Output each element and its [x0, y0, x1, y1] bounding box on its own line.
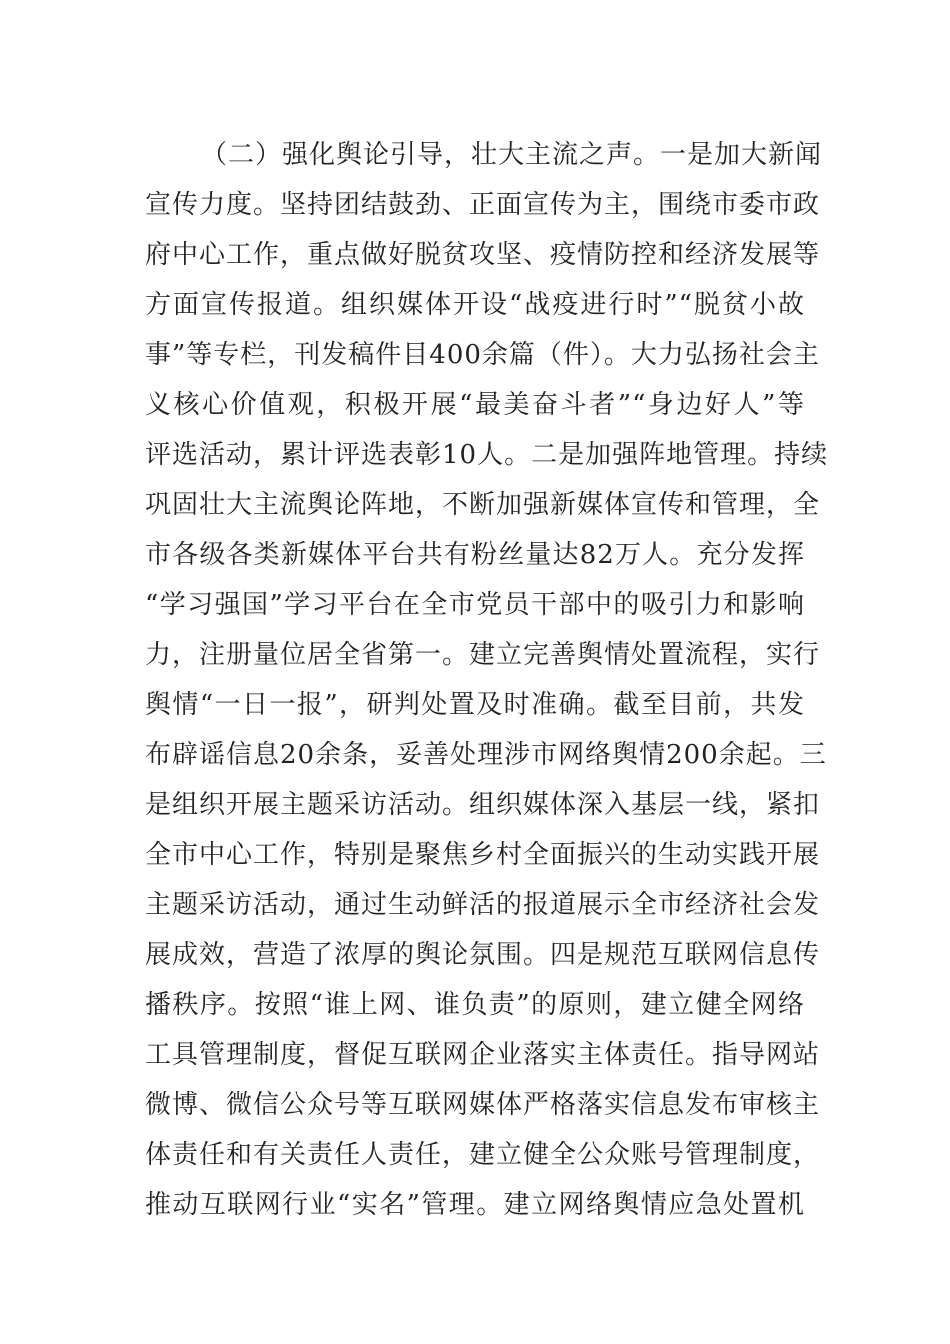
- text-line: 播秩序。按照“谁上网、谁负责”的原则，建立健全网络: [145, 990, 805, 1020]
- text-line: （二）强化舆论引导，壮大主流之声。一是加大新闻: [201, 140, 823, 170]
- text-line: 评选活动，累计评选表彰10人。二是加强阵地管理。持续: [145, 440, 829, 470]
- text-line: 主题采访活动，通过生动鲜活的报道展示全市经济社会发: [145, 890, 821, 920]
- text-line: 巩固壮大主流舆论阵地，不断加强新媒体宣传和管理，全: [145, 490, 821, 520]
- text-line: 微博、微信公众号等互联网媒体严格落实信息发布审核主: [145, 1090, 821, 1120]
- text-line: 义核心价值观，积极开展“最美奋斗者”“身边好人”等: [145, 390, 805, 420]
- text-line: 宣传力度。坚持团结鼓劲、正面宣传为主，围绕市委市政: [145, 190, 821, 220]
- text-line: 府中心工作，重点做好脱贫攻坚、疫情防控和经济发展等: [145, 240, 821, 270]
- text-line: 体责任和有关责任人责任，建立健全公众账号管理制度，: [145, 1140, 821, 1170]
- text-line: 展成效，营造了浓厚的舆论氛围。四是规范互联网信息传: [145, 940, 821, 970]
- text-line: 工具管理制度，督促互联网企业落实主体责任。指导网站: [145, 1040, 821, 1070]
- body-paragraph: [145, 130, 829, 1230]
- text-line: 布辟谣信息20余条，妥善处理涉市网络舆情200余起。三: [145, 740, 827, 770]
- text-line: 舆情“一日一报”，研判处置及时准确。截至目前，共发: [145, 690, 805, 720]
- text-line: 全市中心工作，特别是聚焦乡村全面振兴的生动实践开展: [145, 840, 821, 870]
- text-line: 力，注册量位居全省第一。建立完善舆情处置流程，实行: [145, 640, 821, 670]
- text-line: 推动互联网行业“实名”管理。建立网络舆情应急处置机: [145, 1190, 805, 1220]
- text-line: 市各级各类新媒体平台共有粉丝量达82万人。充分发挥: [145, 540, 805, 570]
- text-line: “学习强国”学习平台在全市党员干部中的吸引力和影响: [145, 590, 805, 620]
- text-line: 方面宣传报道。组织媒体开设“战疫进行时”“脱贫小故: [145, 290, 805, 320]
- text-line: 是组织开展主题采访活动。组织媒体深入基层一线，紧扣: [145, 790, 821, 820]
- text-line: 事”等专栏，刊发稿件目400余篇（件）。大力弘扬社会主: [145, 340, 820, 370]
